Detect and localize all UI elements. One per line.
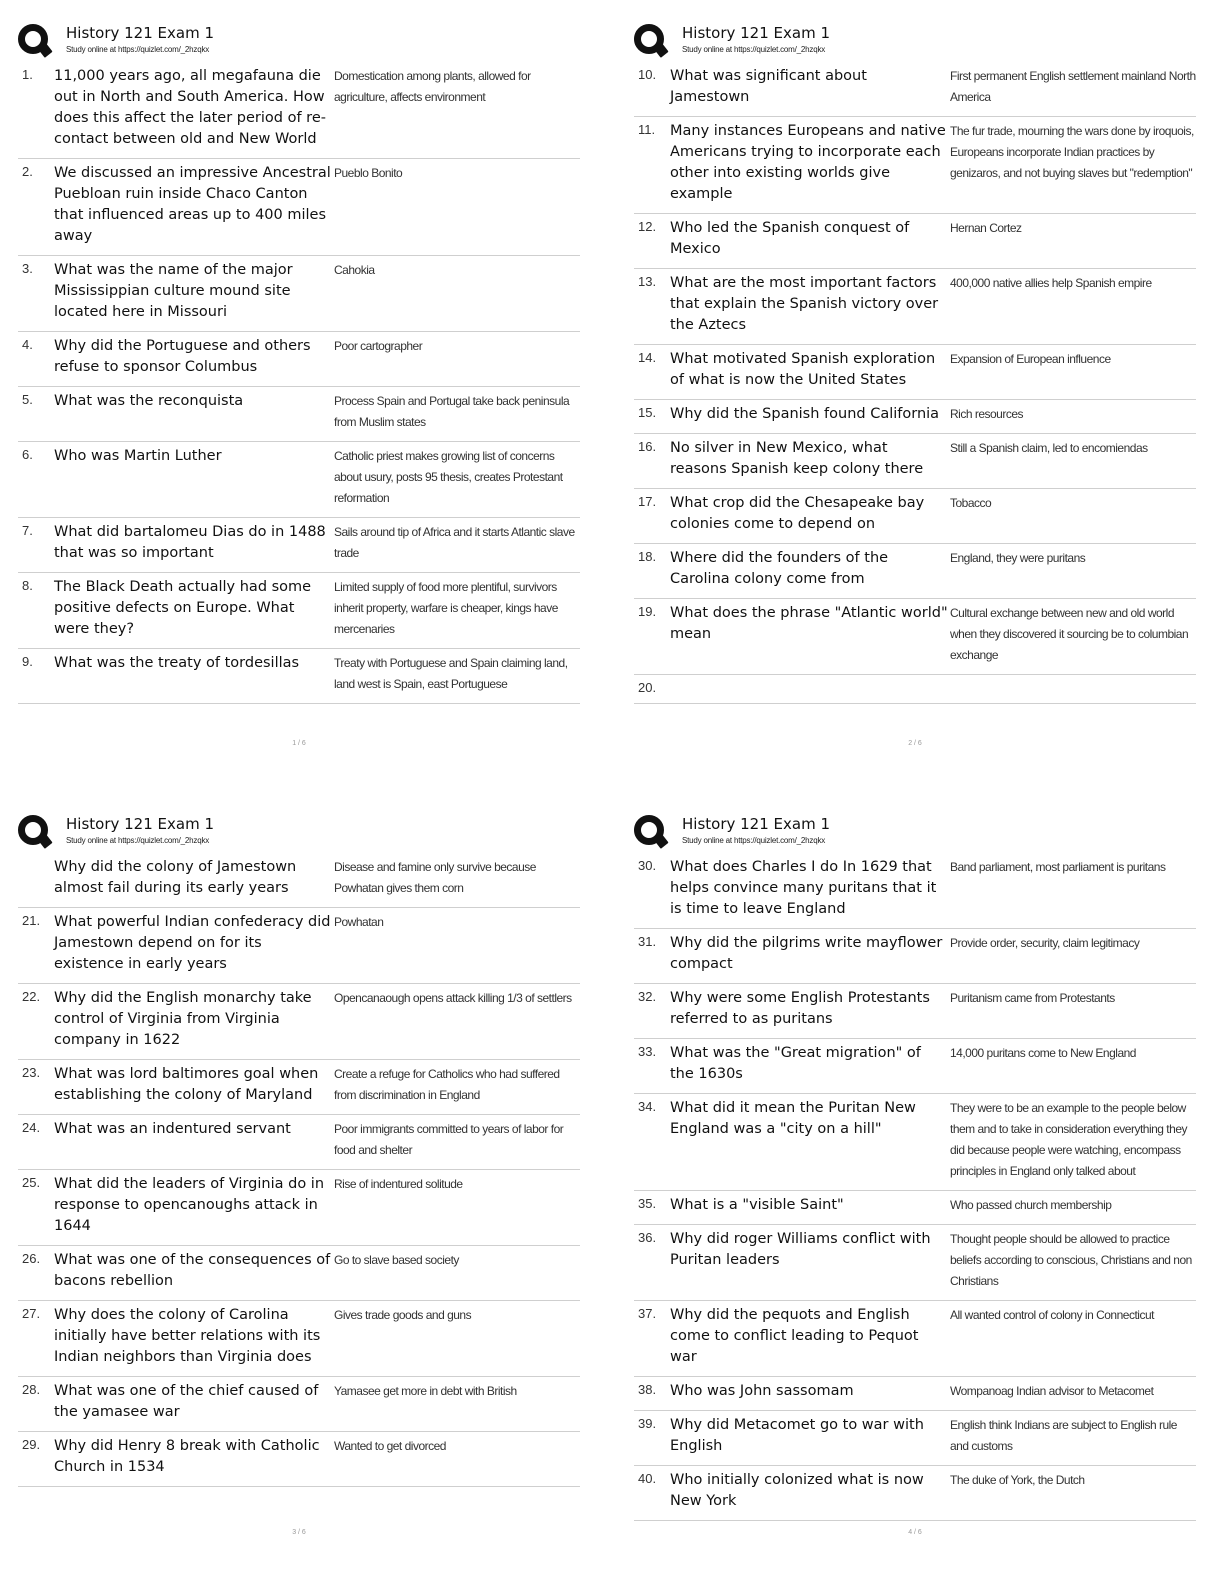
card-term: What motivated Spanish exploration of what is now the United States xyxy=(670,351,936,388)
page-2 xyxy=(634,22,1196,747)
flashcard-row xyxy=(18,573,580,649)
page-1 xyxy=(18,22,580,747)
card-number: 7. xyxy=(22,523,33,538)
flashcard-row xyxy=(18,1115,580,1170)
card-term: What crop did the Chesapeake bay colonies come to depend on xyxy=(670,495,925,532)
page-header xyxy=(18,22,580,62)
flashcard-row xyxy=(634,544,1196,599)
card-definition: Tobacco xyxy=(950,496,992,510)
page-header xyxy=(634,22,1196,62)
card-term: What are the most important factors that explain the Spanish victory over the Aztecs xyxy=(670,275,939,333)
flashcard-row xyxy=(634,1301,1196,1377)
card-number: 22. xyxy=(22,989,41,1004)
page-header xyxy=(18,813,580,853)
page-number: 2 / 6 xyxy=(908,740,922,747)
page-number: 4 / 6 xyxy=(908,1529,922,1536)
card-definition: Poor immigrants committed to years of labor for food and shelter xyxy=(334,1122,564,1157)
card-definition: They were to be an example to the people below them and to take in consideration everything they did because people were watching, encompass principles in England only talked about xyxy=(950,1101,1187,1178)
card-term: Why were some English Protestants referred to as puritans xyxy=(670,990,930,1027)
flashcard-row xyxy=(18,1246,580,1301)
flashcard-row xyxy=(634,1039,1196,1094)
card-definition: Poor cartographer xyxy=(334,339,423,353)
flashcard-row xyxy=(634,434,1196,489)
card-number: 32. xyxy=(638,989,657,1004)
flashcard-row xyxy=(634,984,1196,1039)
flashcard-row xyxy=(18,256,580,332)
page-3 xyxy=(18,813,580,1536)
card-term: Why did Henry 8 break with Catholic Church in 1534 xyxy=(54,1438,320,1475)
card-definition: Pueblo Bonito xyxy=(334,166,403,180)
card-number: 2. xyxy=(22,164,33,179)
card-term: What was one of the consequences of bacons rebellion xyxy=(54,1252,331,1289)
set-title: History 121 Exam 1 xyxy=(66,24,215,42)
card-definition: Rise of indentured solitude xyxy=(334,1177,463,1191)
quizlet-logo-icon xyxy=(18,24,48,54)
card-number: 10. xyxy=(638,67,657,82)
card-definition: Who passed church membership xyxy=(950,1198,1112,1212)
flashcard-row xyxy=(634,214,1196,269)
card-number: 36. xyxy=(638,1230,657,1245)
flashcard-row xyxy=(634,1466,1196,1521)
card-definition: Wompanoag Indian advisor to Metacomet xyxy=(950,1384,1154,1398)
card-definition: The duke of York, the Dutch xyxy=(950,1473,1085,1487)
card-term: Why did the Portuguese and others refuse to sponsor Columbus xyxy=(54,338,311,375)
quizlet-logo-icon xyxy=(18,815,48,845)
flashcard-row xyxy=(18,1301,580,1377)
study-online-link[interactable]: Study online at https://quizlet.com/_2hzqkx xyxy=(66,45,210,54)
card-definition: England, they were puritans xyxy=(950,551,1086,565)
flashcard-row xyxy=(634,1094,1196,1191)
card-number: 37. xyxy=(638,1306,657,1321)
card-number: 5. xyxy=(22,392,33,407)
card-term: Who was John sassomam xyxy=(670,1383,854,1399)
card-number: 40. xyxy=(638,1471,657,1486)
card-definition: Provide order, security, claim legitimacy xyxy=(950,936,1140,950)
card-term: The Black Death actually had some positive defects on Europe. What were they? xyxy=(54,579,312,637)
card-number: 23. xyxy=(22,1065,41,1080)
study-online-link[interactable]: Study online at https://quizlet.com/_2hzqkx xyxy=(66,836,210,845)
flashcard-row xyxy=(18,332,580,387)
card-definition: English think Indians are subject to English rule and customs xyxy=(950,1418,1177,1453)
flashcard-row xyxy=(634,1225,1196,1301)
card-term: What did bartalomeu Dias do in 1488 that was so important xyxy=(54,524,326,561)
card-number: 12. xyxy=(638,219,657,234)
card-number: 21. xyxy=(22,913,41,928)
card-definition: All wanted control of colony in Connecticut xyxy=(950,1308,1154,1322)
card-term: What was the "Great migration" of the 1630s xyxy=(670,1045,921,1082)
card-definition: Cahokia xyxy=(334,263,375,277)
card-number: 14. xyxy=(638,350,657,365)
card-term: We discussed an impressive Ancestral Puebloan ruin inside Chaco Canton that influenced areas up to 400 miles away xyxy=(54,165,331,244)
card-number: 13. xyxy=(638,274,657,289)
card-term: What was the treaty of tordesillas xyxy=(54,655,300,671)
card-definition: Thought people should be allowed to practice beliefs according to conscious, Christians and non Christians xyxy=(950,1232,1192,1288)
card-term: 11,000 years ago, all megafauna die out in North and South America. How does this affect the later period of re-contact between old and New World xyxy=(54,68,326,147)
card-definition: Band parliament, most parliament is puritans xyxy=(950,860,1166,874)
flashcard-row xyxy=(18,62,580,159)
card-definition: Go to slave based society xyxy=(334,1253,459,1267)
card-term: Many instances Europeans and native Americans trying to incorporate each other into existing worlds give example xyxy=(670,123,946,202)
card-definition: Treaty with Portuguese and Spain claiming land, land west is Spain, east Portuguese xyxy=(334,656,568,691)
flashcard-row xyxy=(634,117,1196,214)
card-number: 38. xyxy=(638,1382,657,1397)
set-title: History 121 Exam 1 xyxy=(66,815,215,833)
flashcard-list xyxy=(18,62,580,704)
card-definition: Still a Spanish claim, led to encomiendas xyxy=(950,441,1148,455)
card-term: Why did roger Williams conflict with Puritan leaders xyxy=(670,1231,931,1268)
card-term: No silver in New Mexico, what reasons Spanish keep colony there xyxy=(670,440,924,477)
card-term: What does Charles I do In 1629 that helps convince many puritans that it is time to leave England xyxy=(670,859,937,917)
flashcard-list xyxy=(18,853,580,1487)
page-4 xyxy=(634,813,1196,1536)
card-term: What does the phrase "Atlantic world" mean xyxy=(670,605,948,642)
card-number: 4. xyxy=(22,337,33,352)
card-term: Why did Metacomet go to war with English xyxy=(670,1417,924,1454)
card-number: 27. xyxy=(22,1306,41,1321)
card-term: What was the reconquista xyxy=(54,393,244,409)
card-term: Why did the colony of Jamestown almost fail during its early years xyxy=(54,859,297,896)
card-definition: 14,000 puritans come to New England xyxy=(950,1046,1136,1060)
flashcard-row xyxy=(634,1377,1196,1411)
set-title: History 121 Exam 1 xyxy=(682,24,831,42)
flashcard-row xyxy=(18,442,580,518)
card-term: What did it mean the Puritan New England was a "city on a hill" xyxy=(670,1100,916,1137)
study-online-link[interactable]: Study online at https://quizlet.com/_2hzqkx xyxy=(682,836,826,845)
flashcard-row xyxy=(634,269,1196,345)
card-number: 16. xyxy=(638,439,657,454)
flashcard-row xyxy=(18,984,580,1060)
card-number xyxy=(18,857,54,899)
card-term: What powerful Indian confederacy did Jamestown depend on for its existence in early years xyxy=(54,914,331,972)
card-number: 25. xyxy=(22,1175,41,1190)
card-number: 6. xyxy=(22,447,33,462)
card-term: Who led the Spanish conquest of Mexico xyxy=(670,220,910,257)
page-number: 1 / 6 xyxy=(292,740,306,747)
flashcard-row xyxy=(634,489,1196,544)
flashcard-row xyxy=(634,1191,1196,1225)
flashcard-row xyxy=(634,599,1196,675)
card-number: 24. xyxy=(22,1120,41,1135)
card-definition: First permanent English settlement mainland North America xyxy=(950,69,1196,104)
card-definition: Puritanism came from Protestants xyxy=(950,991,1115,1005)
card-definition: Process Spain and Portugal take back peninsula from Muslim states xyxy=(334,394,570,429)
flashcard-row xyxy=(18,159,580,256)
flashcard-row xyxy=(634,1411,1196,1466)
card-definition: Hernan Cortez xyxy=(950,221,1022,235)
card-term: Why does the colony of Carolina initially have better relations with its Indian neighbors than Virginia does xyxy=(54,1307,321,1365)
card-number: 26. xyxy=(22,1251,41,1266)
card-number: 11. xyxy=(638,122,656,137)
card-definition: Cultural exchange between new and old world when they discovered it sourcing be to columbian exchange xyxy=(950,606,1189,662)
card-term: What was the name of the major Mississippian culture mound site located here in Missouri xyxy=(54,262,293,320)
card-term: Why did the pilgrims write mayflower compact xyxy=(670,935,943,972)
card-number: 34. xyxy=(638,1099,657,1114)
card-definition: Powhatan xyxy=(334,915,384,929)
card-number: 20. xyxy=(638,680,657,695)
card-number: 15. xyxy=(638,405,657,420)
flashcard-list xyxy=(634,853,1196,1521)
card-number: 29. xyxy=(22,1437,41,1452)
card-definition: Wanted to get divorced xyxy=(334,1439,446,1453)
card-number: 30. xyxy=(638,858,657,873)
card-number: 3. xyxy=(22,261,33,276)
card-term: What was lord baltimores goal when establishing the colony of Maryland xyxy=(54,1066,319,1103)
card-term: Where did the founders of the Carolina colony come from xyxy=(670,550,889,587)
flashcard-list xyxy=(634,62,1196,704)
flashcard-row xyxy=(18,1060,580,1115)
flashcard-row xyxy=(18,1432,580,1487)
card-term: What was one of the chief caused of the yamasee war xyxy=(54,1383,319,1420)
flashcard-row xyxy=(18,1377,580,1432)
card-number: 9. xyxy=(22,654,33,669)
card-term: What was significant about Jamestown xyxy=(670,68,867,105)
card-number: 19. xyxy=(638,604,657,619)
card-definition: Rich resources xyxy=(950,407,1024,421)
card-definition: The fur trade, mourning the wars done by iroquois, Europeans incorporate Indian practices by genizaros, and not buying slaves but "redemption" xyxy=(950,124,1194,180)
card-definition: Opencanaough opens attack killing 1/3 of settlers xyxy=(334,991,572,1005)
card-number: 1. xyxy=(22,67,33,82)
card-number: 18. xyxy=(638,549,657,564)
card-term: Who initially colonized what is now New York xyxy=(670,1472,924,1509)
flashcard-row xyxy=(634,929,1196,984)
study-online-link[interactable]: Study online at https://quizlet.com/_2hzqkx xyxy=(682,45,826,54)
card-term: Why did the Spanish found California xyxy=(670,406,940,422)
card-definition: 400,000 native allies help Spanish empire xyxy=(950,276,1152,290)
card-definition: Limited supply of food more plentiful, survivors inherit property, warfare is cheaper, kings have mercenaries xyxy=(334,580,558,636)
card-definition: Create a refuge for Catholics who had suffered from discrimination in England xyxy=(334,1067,560,1102)
flashcard-row xyxy=(18,649,580,704)
card-term xyxy=(670,679,948,695)
flashcard-row xyxy=(634,400,1196,434)
page-number: 3 / 6 xyxy=(292,1529,306,1536)
card-term: Why did the English monarchy take control of Virginia from Virginia company in 1622 xyxy=(54,990,312,1048)
card-definition: Disease and famine only survive because Powhatan gives them corn xyxy=(334,860,536,895)
card-number: 39. xyxy=(638,1416,657,1431)
card-definition: Sails around tip of Africa and it starts Atlantic slave trade xyxy=(334,525,575,560)
flashcard-row xyxy=(18,387,580,442)
quizlet-logo-icon xyxy=(634,815,664,845)
card-term: Who was Martin Luther xyxy=(54,448,222,464)
flashcard-row xyxy=(634,675,1196,704)
card-number: 31. xyxy=(638,934,657,949)
set-title: History 121 Exam 1 xyxy=(682,815,831,833)
card-term: What is a "visible Saint" xyxy=(670,1197,844,1213)
card-number: 33. xyxy=(638,1044,657,1059)
flashcard-row xyxy=(18,518,580,573)
card-number: 17. xyxy=(638,494,657,509)
page-header xyxy=(634,813,1196,853)
flashcard-row xyxy=(634,853,1196,929)
card-definition: Yamasee get more in debt with British xyxy=(334,1384,517,1398)
card-term: What did the leaders of Virginia do in response to opencanoughs attack in 1644 xyxy=(54,1176,325,1234)
card-definition: Gives trade goods and guns xyxy=(334,1308,472,1322)
card-term: Why did the pequots and English come to conflict leading to Pequot war xyxy=(670,1307,919,1365)
card-number: 28. xyxy=(22,1382,41,1397)
card-term: What was an indentured servant xyxy=(54,1121,291,1137)
card-definition: Domestication among plants, allowed for agriculture, affects environment xyxy=(334,69,531,104)
card-definition: Catholic priest makes growing list of concerns about usury, posts 95 thesis, creates Protestant reformation xyxy=(334,449,563,505)
card-number: 8. xyxy=(22,578,33,593)
flashcard-row xyxy=(18,853,580,908)
card-definition: Expansion of European influence xyxy=(950,352,1111,366)
card-definition xyxy=(948,679,1196,695)
card-number: 35. xyxy=(638,1196,657,1211)
flashcard-row xyxy=(634,62,1196,117)
flashcard-row xyxy=(18,1170,580,1246)
flashcard-row xyxy=(634,345,1196,400)
flashcard-row xyxy=(18,908,580,984)
quizlet-logo-icon xyxy=(634,24,664,54)
